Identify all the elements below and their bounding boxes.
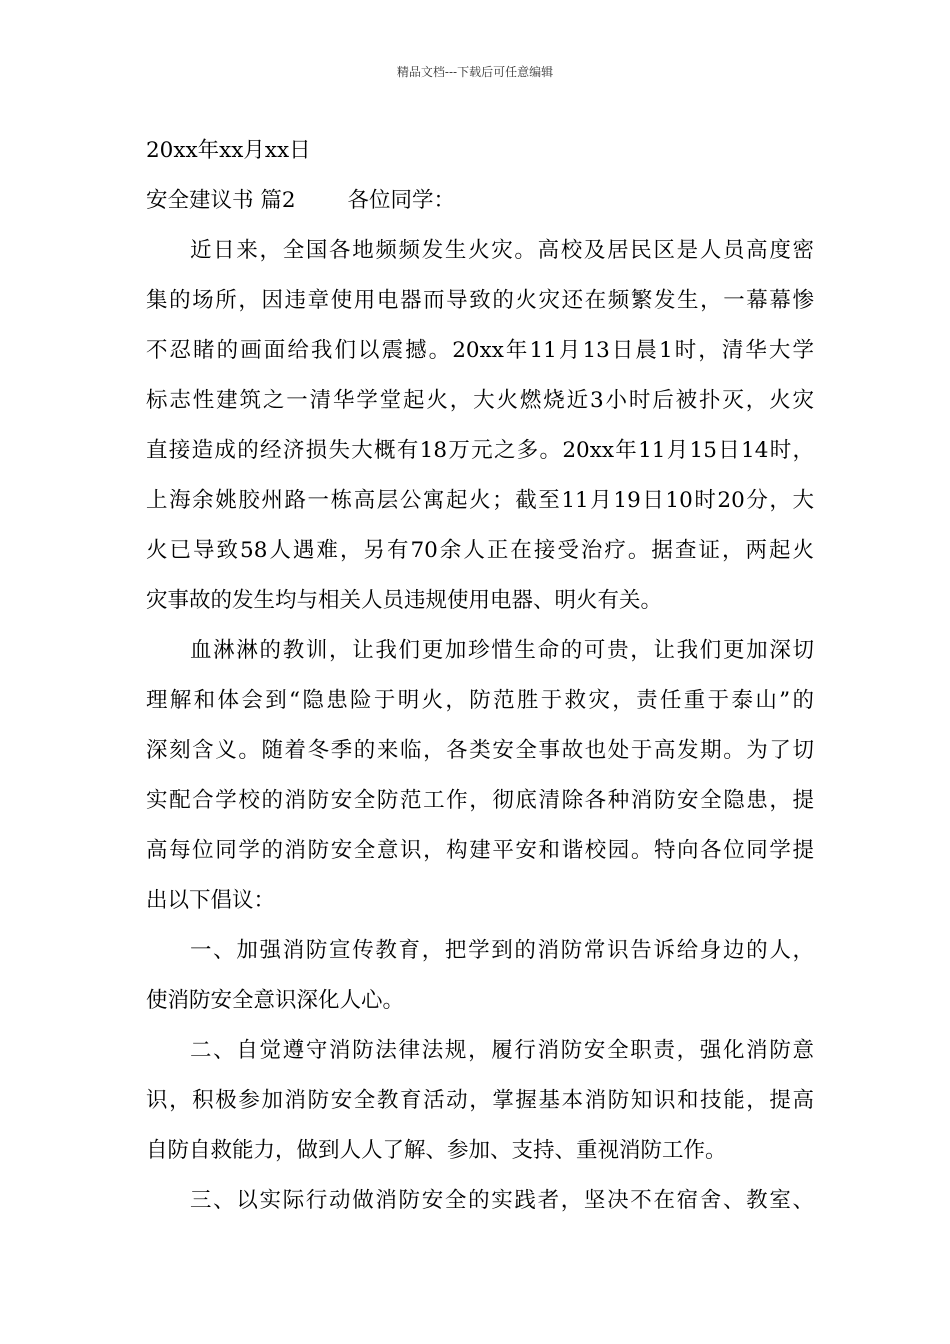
paragraph-line: 标志性建筑之一清华学堂起火，大火燃烧近3小时后被扑灭，火灾 — [146, 388, 814, 413]
paragraph-line: 出以下倡议： — [146, 888, 276, 913]
paragraph-line: 使消防安全意识深化人心。 — [146, 988, 405, 1013]
document-body — [146, 126, 814, 1226]
paragraph-line: 不忍睹的画面给我们以震撼。20xx年11月13日晨1时，清华大学 — [146, 338, 814, 363]
paragraph — [146, 1026, 814, 1176]
date-line: 20xx年xx月xx日 — [146, 138, 311, 163]
greeting: 各位同学： — [347, 188, 456, 213]
paragraph-line: 近日来，全国各地频频发生火灾。高校及居民区是人员高度密 — [190, 238, 814, 263]
paragraph — [146, 926, 814, 1026]
paragraph-line: 自防自救能力，做到人人了解、参加、支持、重视消防工作。 — [146, 1138, 727, 1163]
paragraph-line: 理解和体会到“隐患险于明火，防范胜于救灾，责任重于泰山”的 — [146, 688, 814, 713]
paragraph-line: 识，积极参加消防安全教育活动，掌握基本消防知识和技能，提高 — [146, 1088, 814, 1113]
paragraph-line: 直接造成的经济损失大概有18万元之多。20xx年11月15日14时， — [146, 438, 814, 463]
paragraph-line: 高每位同学的消防安全意识，构建平安和谐校园。特向各位同学提 — [146, 838, 814, 863]
paragraph-line: 二、自觉遵守消防法律法规，履行消防安全职责，强化消防意 — [190, 1038, 814, 1063]
paragraph — [146, 626, 814, 926]
paragraph-list — [146, 226, 814, 1226]
paragraph — [146, 1176, 814, 1226]
page-header: 精品文档---下载后可任意编辑 — [396, 65, 554, 79]
document-title: 安全建议书 篇2 — [146, 188, 296, 213]
paragraph-line: 灾事故的发生均与相关人员违规使用电器、明火有关。 — [146, 588, 663, 613]
title-line — [146, 176, 814, 226]
paragraph-line: 上海余姚胶州路一栋高层公寓起火；截至11月19日10时20分，大 — [146, 488, 814, 513]
paragraph-line: 一、加强消防宣传教育，把学到的消防常识告诉给身边的人， — [190, 938, 814, 963]
paragraph-line: 火已导致58人遇难，另有70余人正在接受治疗。据查证，两起火 — [146, 538, 814, 563]
paragraph-line: 血淋淋的教训，让我们更加珍惜生命的可贵，让我们更加深切 — [190, 638, 814, 663]
paragraph-line: 深刻含义。随着冬季的来临，各类安全事故也处于高发期。为了切 — [146, 738, 814, 763]
paragraph-line: 实配合学校的消防安全防范工作，彻底清除各种消防安全隐患，提 — [146, 788, 814, 813]
paragraph-line: 三、以实际行动做消防安全的实践者，坚决不在宿舍、教室、 — [190, 1188, 814, 1213]
paragraph — [146, 226, 814, 626]
paragraph-line: 集的场所，因违章使用电器而导致的火灾还在频繁发生，一幕幕惨 — [146, 288, 814, 313]
